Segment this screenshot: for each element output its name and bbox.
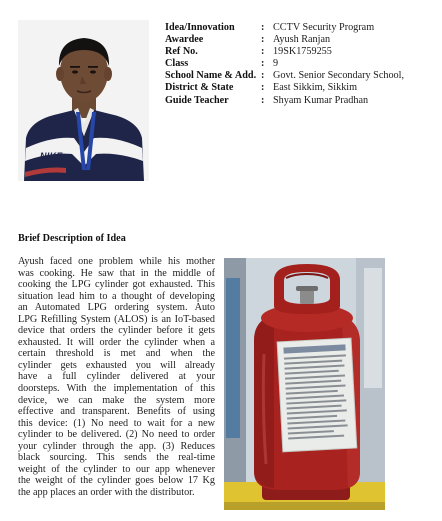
description-line: situation lead him to a thought of developing (18, 290, 215, 302)
detail-value: Govt. Senior Secondary School, (273, 70, 405, 82)
description-line: the app places an order with the distributor. (18, 486, 195, 498)
detail-separator: : (261, 70, 265, 82)
detail-separator: : (261, 46, 265, 58)
detail-separator: : (261, 94, 265, 106)
section-heading: Brief Description of Idea (18, 233, 126, 244)
description-line: device that orders the cylinder before it gets (18, 325, 215, 337)
detail-value: East Sikkim, Sikkim (273, 82, 358, 94)
detail-label: Idea/Innovation (165, 22, 235, 33)
detail-separator: : (261, 34, 265, 46)
description-line: exhausted. It will order the cylinder when a (18, 336, 215, 348)
detail-separator: : (261, 58, 265, 70)
detail-row-idea (165, 22, 435, 34)
awardee-details-table (165, 22, 435, 107)
description-line: certain threshold is met and when the (18, 348, 215, 360)
detail-value: Shyam Kumar Pradhan (273, 94, 369, 106)
description-line: this device: (1) No need to wait for a new (18, 417, 215, 429)
detail-label: Guide Teacher (165, 94, 229, 106)
detail-label: District & State (165, 82, 234, 94)
description-line: an Automated LPG ordering system. Auto (18, 302, 215, 314)
description-line: cooking the LPG cylinder got exhausted. This (18, 279, 215, 291)
jacket-brand-text: NIKE (40, 151, 63, 161)
detail-label: Class (165, 58, 189, 70)
description-line: cylinder to be delivered. (2) No need to order (18, 429, 215, 441)
detail-label: Ref No. (165, 46, 198, 58)
description-line: Ayush faced one problem while his mother (18, 256, 215, 267)
idea-description (18, 256, 215, 498)
description-line: black sourcing. This sends the real-time (18, 452, 215, 464)
detail-value: CCTV Security Program (273, 22, 375, 33)
description-line: was cooking. He saw that in the middle of (18, 267, 215, 279)
detail-separator: : (261, 22, 265, 33)
detail-row-ref-no (165, 46, 435, 58)
detail-label: Awardee (165, 34, 204, 46)
awardee-photo (18, 20, 149, 181)
detail-value: Ayush Ranjan (273, 34, 331, 46)
description-line: device, we can make the system more (18, 394, 215, 406)
description-line: your cylinder through the app. (3) Reduces (18, 440, 215, 452)
lpg-cylinder-photo (224, 258, 385, 510)
detail-row-school (165, 70, 435, 82)
detail-row-guide-teacher (165, 95, 435, 107)
detail-row-awardee (165, 34, 435, 46)
description-line: doorsteps. With the implementation of this (18, 383, 215, 395)
description-line: weight of the cylinder to our app whenever (18, 463, 215, 475)
description-line: have a full cylinder delivered at your (18, 371, 215, 383)
detail-label: School Name & Add. (165, 70, 257, 82)
detail-row-district (165, 82, 435, 94)
detail-separator: : (261, 82, 265, 94)
detail-value: 9 (273, 58, 279, 70)
detail-row-class (165, 58, 435, 70)
detail-value: 19SK1759255 (273, 46, 332, 58)
description-line: the weight of the cylinder goes below 17 Kg (18, 475, 215, 487)
description-line: LPG Refilling System (ALOS) is an IoT-based (18, 313, 215, 325)
description-line: effective and transparent. Benefits of using (18, 406, 215, 418)
description-line: cylinder gets exhausted you will already (18, 359, 215, 371)
